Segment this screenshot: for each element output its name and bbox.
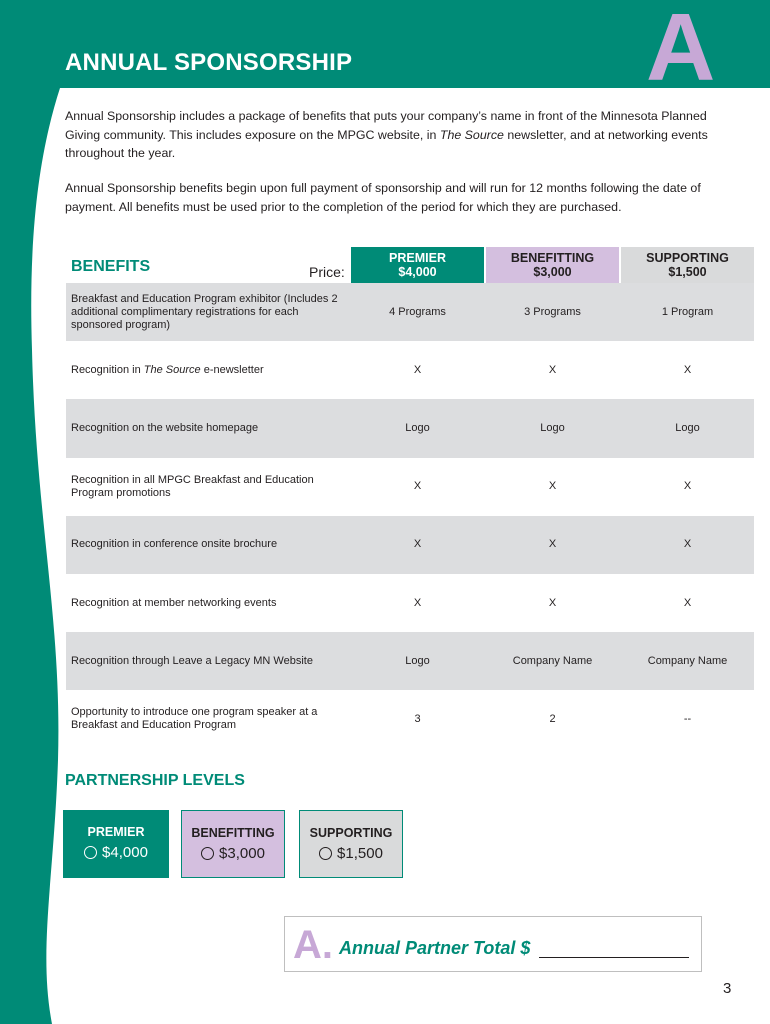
annual-total-input-line[interactable] xyxy=(539,957,689,958)
page-title: ANNUAL SPONSORSHIP xyxy=(65,49,353,76)
supporting-value: -- xyxy=(683,712,692,725)
row-label: Breakfast and Education Program exhibitor (Includes 2 additional complimentary registrations for each sponsored program) xyxy=(71,292,338,331)
supporting-value: Logo xyxy=(675,421,700,434)
benefitting-value: 3 Programs xyxy=(524,305,581,318)
section-letter: A xyxy=(646,0,716,101)
header-bar xyxy=(0,0,770,101)
benefitting-value: X xyxy=(548,596,557,609)
benefitting-value: X xyxy=(548,538,557,551)
premier-value: 4 Programs xyxy=(389,305,446,318)
level-name: SUPPORTING xyxy=(309,826,393,840)
level-price: $3,000 xyxy=(219,845,265,862)
level-name: PREMIER xyxy=(87,825,145,839)
total-section-letter: A. xyxy=(293,923,333,967)
table-row xyxy=(66,632,754,690)
table-row xyxy=(66,283,754,341)
premier-value: X xyxy=(413,480,422,493)
price-label: Price: xyxy=(309,264,345,280)
page-number: 3 xyxy=(723,980,732,997)
benefitting-value: X xyxy=(548,363,557,376)
supporting-value: X xyxy=(683,363,692,376)
premier-value: X xyxy=(413,596,422,609)
supporting-value: X xyxy=(683,480,692,493)
table-row xyxy=(66,399,754,457)
column-header-benefitting: BENEFITTING $3,000 xyxy=(486,247,619,283)
row-label: Opportunity to introduce one program speaker at a Breakfast and Education Program xyxy=(71,706,318,732)
premier-value: Logo xyxy=(405,654,430,667)
premier-value: Logo xyxy=(405,421,430,434)
partnership-levels-heading: PARTNERSHIP LEVELS xyxy=(65,772,245,789)
supporting-value: Company Name xyxy=(647,654,728,667)
left-decorative-band xyxy=(0,0,60,1024)
intro-paragraph-1: Annual Sponsorship includes a package of benefits that puts your company’s name in front of the Minnesota Planned Giving community. This includes exposure on the MPGC website, in The Source newsletter, and at networking events throughout the year. xyxy=(65,109,708,160)
intro-paragraph-2: Annual Sponsorship benefits begin upon full payment of sponsorship and will run for 12 months following the date of payment. All benefits must be used prior to the completion of the period for which they are purchased. xyxy=(65,181,701,214)
annual-total-box xyxy=(284,916,702,972)
radio-circle-icon[interactable] xyxy=(201,847,214,860)
column-header-premier: PREMIER $4,000 xyxy=(351,247,484,283)
row-label: Recognition through Leave a Legacy MN Website xyxy=(71,654,313,667)
table-row xyxy=(66,341,754,399)
radio-circle-icon[interactable] xyxy=(319,847,332,860)
level-option-benefitting[interactable] xyxy=(181,810,285,878)
supporting-value: X xyxy=(683,596,692,609)
benefitting-value: 2 xyxy=(549,712,556,725)
level-option-supporting[interactable] xyxy=(299,810,403,878)
premier-value: X xyxy=(413,538,422,551)
premier-value: 3 xyxy=(414,712,421,725)
supporting-value: X xyxy=(683,538,692,551)
table-row xyxy=(66,516,754,574)
row-label: Recognition on the website homepage xyxy=(71,421,259,434)
annual-total-label: Annual Partner Total $ xyxy=(339,938,531,958)
level-name: BENEFITTING xyxy=(191,826,275,840)
row-label: Recognition in conference onsite brochure xyxy=(71,538,278,551)
benefitting-value: Logo xyxy=(540,421,565,434)
benefitting-value: X xyxy=(548,480,557,493)
table-row xyxy=(66,574,754,632)
supporting-value: 1 Program xyxy=(661,305,714,318)
level-option-premier[interactable] xyxy=(63,810,169,878)
benefits-heading: BENEFITS xyxy=(71,258,151,275)
row-label: Recognition at member networking events xyxy=(71,596,277,609)
row-label: Recognition in The Source e-newsletter xyxy=(71,363,264,376)
table-row xyxy=(66,690,754,748)
benefits-table xyxy=(66,283,754,749)
row-label: Recognition in all MPGC Breakfast and Education Program promotions xyxy=(71,473,314,499)
benefitting-value: Company Name xyxy=(512,654,593,667)
radio-circle-icon[interactable] xyxy=(84,846,97,859)
column-header-supporting: SUPPORTING $1,500 xyxy=(621,247,754,283)
premier-value: X xyxy=(413,363,422,376)
level-price: $4,000 xyxy=(102,844,148,861)
level-price: $1,500 xyxy=(337,845,383,862)
table-row xyxy=(66,458,754,516)
